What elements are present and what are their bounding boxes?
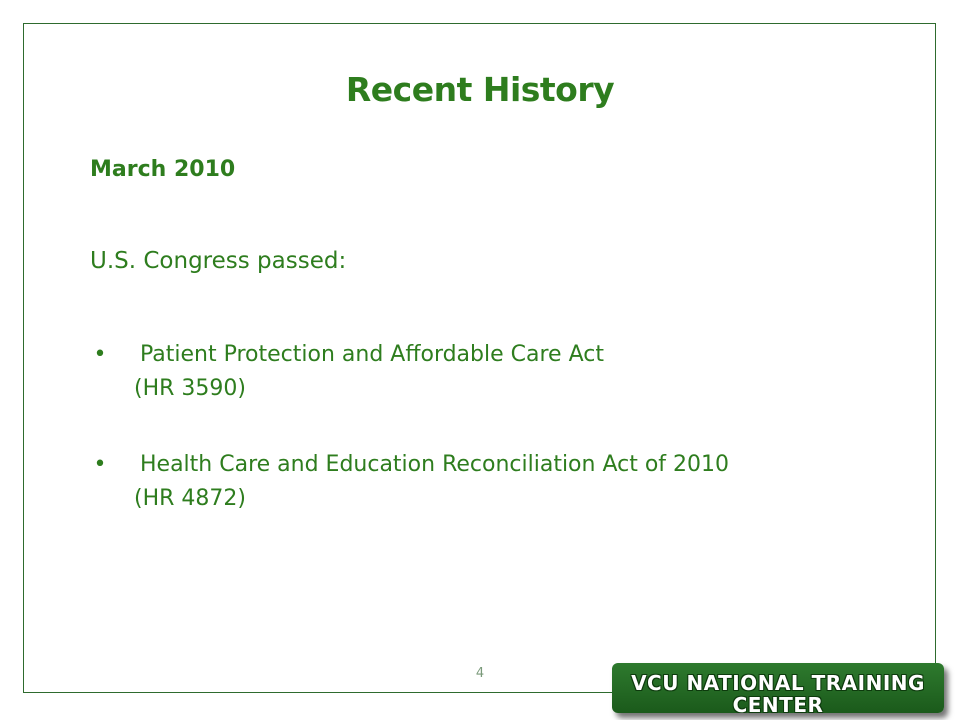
- date-subheading: March 2010: [90, 157, 236, 182]
- page-number: 4: [475, 666, 485, 681]
- slide-title: Recent History: [345, 70, 615, 109]
- vcu-logo: [612, 663, 944, 713]
- bullet-item: [90, 338, 890, 406]
- bullet-list: [90, 338, 890, 558]
- bullet-text-line2: (HR 3590): [134, 376, 246, 401]
- bullet-icon: •: [93, 342, 107, 367]
- bullet-text-line1: Patient Protection and Affordable Care Act: [140, 342, 604, 367]
- logo-text: VCU NATIONAL TRAINING CENTER: [631, 671, 925, 713]
- bullet-text-line1: Health Care and Education Reconciliation Act of 2010: [140, 452, 730, 477]
- bullet-text-line2: (HR 4872): [134, 486, 246, 511]
- bullet-icon: •: [93, 452, 107, 477]
- bullet-item: [90, 448, 890, 516]
- intro-text: U.S. Congress passed:: [90, 248, 347, 274]
